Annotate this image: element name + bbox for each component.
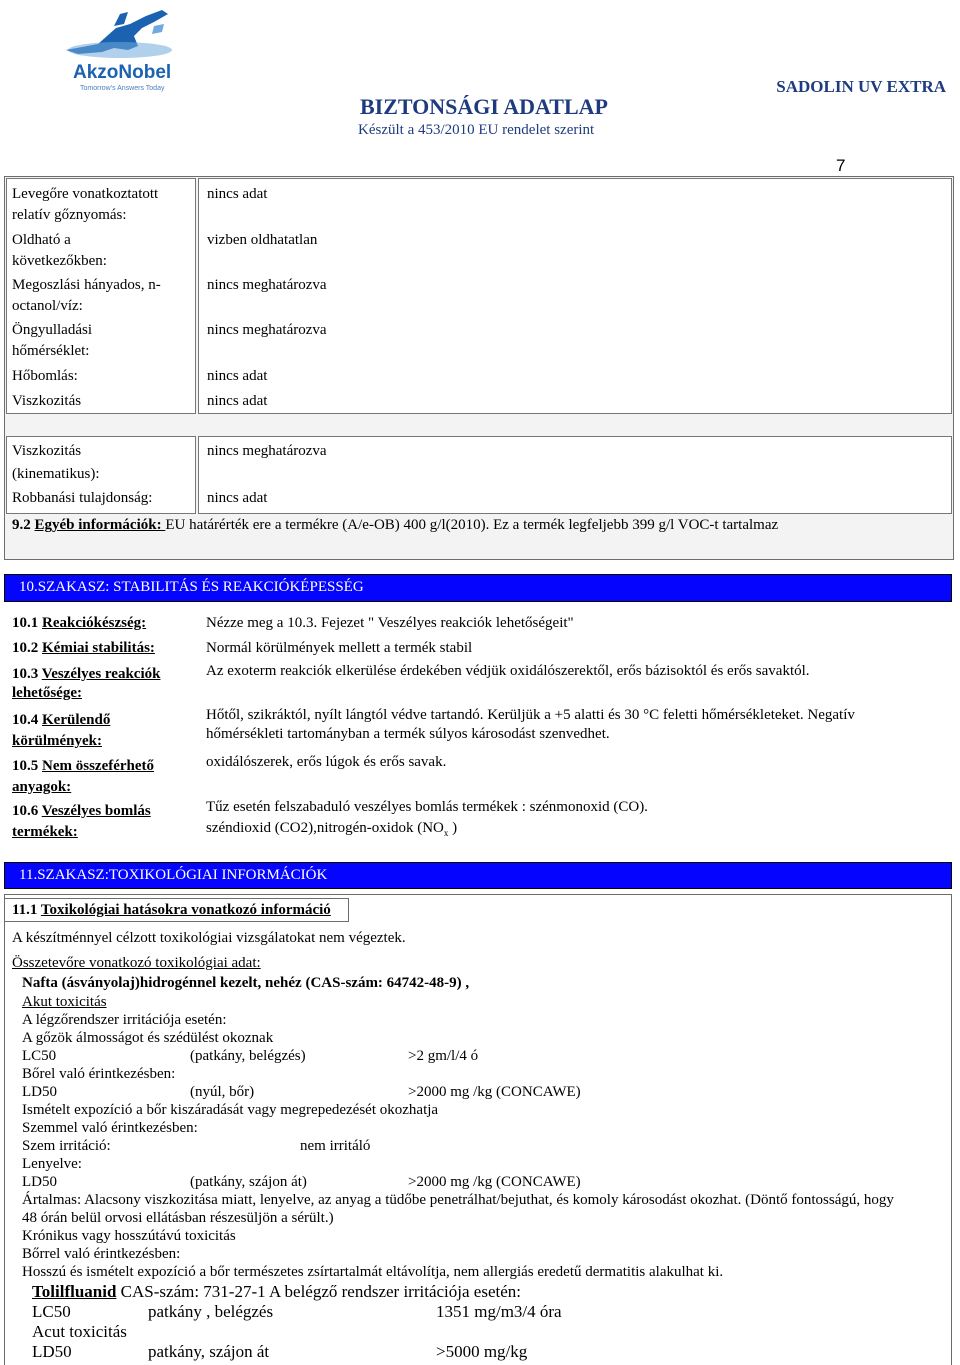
properties-value-column bbox=[198, 178, 952, 414]
item-10-3-label-2: lehetősége: bbox=[12, 685, 82, 701]
prop-label-decomposition: Hőbomlás: bbox=[12, 368, 78, 384]
nafta-title: Nafta (ásványolaj)hidrogénnel kezelt, nehéz (CAS-szám: 64742-48-9) , bbox=[22, 975, 470, 991]
ld50-oral-species: (patkány, szájon át) bbox=[190, 1174, 307, 1190]
item-10-5-text: Nem összeférhető bbox=[42, 758, 155, 774]
t-lc50-label: LC50 bbox=[32, 1302, 71, 1321]
item-10-3-num: 10.3 bbox=[12, 666, 42, 682]
component-data-heading: Összetevőre vonatkozó toxikológiai adat: bbox=[12, 955, 261, 971]
vapors-text: A gőzök álmosságot és szédülést okoznak bbox=[22, 1030, 274, 1046]
prop-label-autoignition-1: Öngyulladási bbox=[12, 322, 92, 338]
lc50-value: >2 gm/l/4 ó bbox=[408, 1048, 479, 1064]
document-title: BIZTONSÁGI ADATLAP bbox=[360, 94, 608, 119]
tolylfluanid-cas: CAS-szám: 731-27-1 A belégző rendszer irritációja esetén: bbox=[116, 1282, 521, 1301]
other-info-label: Egyéb információk: bbox=[34, 517, 166, 533]
item-10-4-value-2: hőmérsékleti tartományban a termék súlyos károsodást szenvedhet. bbox=[206, 726, 610, 742]
t-lc50-value: 1351 mg/m3/4 óra bbox=[436, 1302, 562, 1321]
subsection-11-1-title bbox=[12, 902, 331, 919]
section-10-title: 10.SZAKASZ: STABILITÁS ÉS REAKCIÓKÉPESSÉG bbox=[19, 579, 364, 595]
prop-label-kin-viscosity-2: (kinematikus): bbox=[12, 466, 100, 482]
ld50-oral-value: >2000 mg /kg (CONCAWE) bbox=[408, 1174, 581, 1190]
item-10-3-value: Az exoterm reakciók elkerülése érdekében védjük oxidálószerektől, erős bázisoktól és erős savaktól. bbox=[206, 663, 810, 679]
resp-irritation-text: A légzőrendszer irritációja esetén: bbox=[22, 1012, 227, 1028]
item-10-6-value-2 bbox=[206, 820, 457, 838]
prop-value-decomposition: nincs adat bbox=[207, 368, 268, 384]
item-10-4-value: Hőtől, szikráktól, nyílt lángtól védve tartandó. Kerüljük a +5 alatti és 30 °C feletti hőmérsékleteket. Negatív bbox=[206, 707, 855, 723]
skin-contact-text-2: Bőrrel való érintkezésben: bbox=[22, 1246, 181, 1262]
subsection-11-1-num: 11.1 bbox=[12, 902, 41, 918]
prop-label-kin-viscosity-1: Viszkozitás bbox=[12, 443, 82, 459]
ld50-oral-label: LD50 bbox=[22, 1174, 57, 1190]
item-10-4-label bbox=[12, 712, 110, 729]
item-10-5-label bbox=[12, 758, 154, 775]
item-10-6-value-2-main: széndioxid (CO2),nitrogén-oxidok (NO bbox=[206, 820, 444, 836]
eye-irritation-value: nem irritáló bbox=[300, 1138, 371, 1154]
item-10-4-text: Kerülendő bbox=[42, 712, 111, 728]
t-ld50-value: >5000 mg/kg bbox=[436, 1342, 528, 1361]
item-10-1-num: 10.1 bbox=[12, 615, 42, 631]
ingestion-text: Lenyelve: bbox=[22, 1156, 82, 1172]
prop-label-vapor-density-1: Levegőre vonatkoztatott bbox=[12, 186, 159, 202]
item-10-2-text: Kémiai stabilitás: bbox=[42, 640, 155, 656]
section-11-header bbox=[4, 862, 952, 889]
prop-value-vapor-density: nincs adat bbox=[207, 186, 268, 202]
item-10-1-text: Reakciókészség: bbox=[42, 615, 147, 631]
item-10-6-value-2-end: ) bbox=[448, 820, 458, 836]
ld50-dermal-species: (nyúl, bőr) bbox=[190, 1084, 255, 1100]
harmful-text-1: Ártalmas: Alacsony viszkozitása miatt, lenyelve, az anyag a tüdőbe penetrálhat/bejuthat, és komoly károsodást okozhat. (Döntő fontosságú, hogy bbox=[22, 1192, 894, 1208]
item-10-5-label-2: anyagok: bbox=[12, 779, 72, 795]
prop-value-solubility: vizben oldhatatlan bbox=[207, 232, 318, 248]
ld50-dermal-value: >2000 mg /kg (CONCAWE) bbox=[408, 1084, 581, 1100]
item-10-1-label bbox=[12, 615, 146, 632]
page-number: 7 bbox=[836, 156, 846, 175]
skin-contact-text: Bőrel való érintkezésben: bbox=[22, 1066, 176, 1082]
prop-label-partition-1: Megoszlási hányados, n- bbox=[12, 277, 161, 293]
item-10-6-value-2-sub: x bbox=[443, 828, 449, 838]
prop-value-explosive: nincs adat bbox=[207, 490, 268, 506]
item-10-5-value: oxidálószerek, erős lúgok és erős savak. bbox=[206, 754, 447, 770]
t-lc50-species: patkány , belégzés bbox=[148, 1302, 274, 1321]
eye-irritation-label: Szem irritáció: bbox=[22, 1138, 111, 1154]
longterm-exposure-text: Hosszú és ismételt expozíció a bőr természetes zsírtartalmát eltávolítja, nem allergiás eredetű dermatitis alakulhat ki. bbox=[22, 1264, 724, 1280]
item-10-4-label-2: körülmények: bbox=[12, 733, 102, 749]
repeated-exposure-text: Ismételt expozíció a bőr kiszáradását vagy megrepedezését okozhatja bbox=[22, 1102, 439, 1118]
prop-value-viscosity: nincs adat bbox=[207, 393, 268, 409]
item-10-1-value: Nézze meg a 10.3. Fejezet " Veszélyes reakciók lehetőségeit" bbox=[206, 615, 574, 631]
document-subtitle: Készült a 453/2010 EU rendelet szerint bbox=[358, 122, 595, 138]
item-10-2-num: 10.2 bbox=[12, 640, 42, 656]
harmful-text-2: 48 órán belül orvosi ellátásban részesüljön a sérült.) bbox=[22, 1210, 334, 1226]
prop-label-solubility-2: következőkben: bbox=[12, 253, 107, 269]
prop-label-viscosity: Viszkozitás bbox=[12, 393, 82, 409]
item-10-6-label-2: termékek: bbox=[12, 824, 78, 840]
item-10-2-label bbox=[12, 640, 155, 657]
prop-label-explosive: Robbanási tulajdonság: bbox=[12, 490, 153, 506]
lc50-species: (patkány, belégzés) bbox=[190, 1048, 306, 1064]
product-name: SADOLIN UV EXTRA bbox=[776, 77, 946, 96]
prop-label-partition-2: octanol/víz: bbox=[12, 298, 83, 314]
tolylfluanid-line bbox=[32, 1282, 521, 1302]
prop-value-kin-viscosity: nincs meghatározva bbox=[207, 443, 327, 459]
acute-toxicity-heading: Akut toxicitás bbox=[22, 994, 107, 1010]
item-10-3-text: Veszélyes reakciók bbox=[41, 666, 161, 682]
no-tests-text: A készítménnyel célzott toxikológiai vizsgálatokat nem végeztek. bbox=[12, 930, 406, 946]
t-acute-toxicity: Acut toxicitás bbox=[32, 1322, 127, 1341]
item-10-3-label bbox=[12, 666, 160, 683]
ld50-dermal-label: LD50 bbox=[22, 1084, 57, 1100]
subsection-11-1-label: Toxikológiai hatásokra vonatkozó információ bbox=[40, 902, 331, 918]
item-10-6-value: Tűz esetén felszabaduló veszélyes bomlás termékek : szénmonoxid (CO). bbox=[206, 799, 648, 815]
chronic-toxicity-text: Krónikus vagy hosszútávú toxicitás bbox=[22, 1228, 236, 1244]
item-10-4-num: 10.4 bbox=[12, 712, 42, 728]
t-ld50-species: patkány, szájon át bbox=[148, 1342, 270, 1361]
logo-tagline: Tomorrow's Answers Today bbox=[80, 85, 165, 92]
item-10-2-value: Normál körülmények mellett a termék stabil bbox=[206, 640, 473, 656]
item-10-6-text: Veszélyes bomlás bbox=[41, 803, 151, 819]
other-info-text: EU határérték ere a termékre (A/e-OB) 400 g/l(2010). Ez a termék legfeljebb 399 g/l VOC-t tartalmaz bbox=[165, 517, 779, 533]
item-10-5-num: 10.5 bbox=[12, 758, 42, 774]
item-10-6-label bbox=[12, 803, 151, 820]
prop-label-solubility-1: Oldható a bbox=[12, 232, 71, 248]
logo-wordmark: AkzoNobel bbox=[73, 62, 172, 83]
t-ld50-label: LD50 bbox=[32, 1342, 72, 1361]
section-10-header bbox=[4, 574, 952, 602]
other-info-number: 9.2 bbox=[12, 517, 35, 533]
prop-label-autoignition-2: hőmérséklet: bbox=[12, 343, 90, 359]
prop-value-partition: nincs meghatározva bbox=[207, 277, 327, 293]
section-11-title: 11.SZAKASZ:TOXIKOLÓGIAI INFORMÁCIÓK bbox=[19, 867, 328, 883]
lc50-label: LC50 bbox=[22, 1048, 57, 1064]
item-10-6-num: 10.6 bbox=[12, 803, 42, 819]
other-info-line bbox=[12, 517, 778, 534]
akzonobel-logo bbox=[58, 6, 188, 94]
prop-value-autoignition: nincs meghatározva bbox=[207, 322, 327, 338]
prop-label-vapor-density-2: relatív gőznyomás: bbox=[12, 207, 127, 223]
tolylfluanid-name: Tolilfluanid bbox=[32, 1282, 117, 1301]
eye-contact-text: Szemmel való érintkezésben: bbox=[22, 1120, 198, 1136]
akzonobel-logo-icon bbox=[58, 6, 188, 94]
